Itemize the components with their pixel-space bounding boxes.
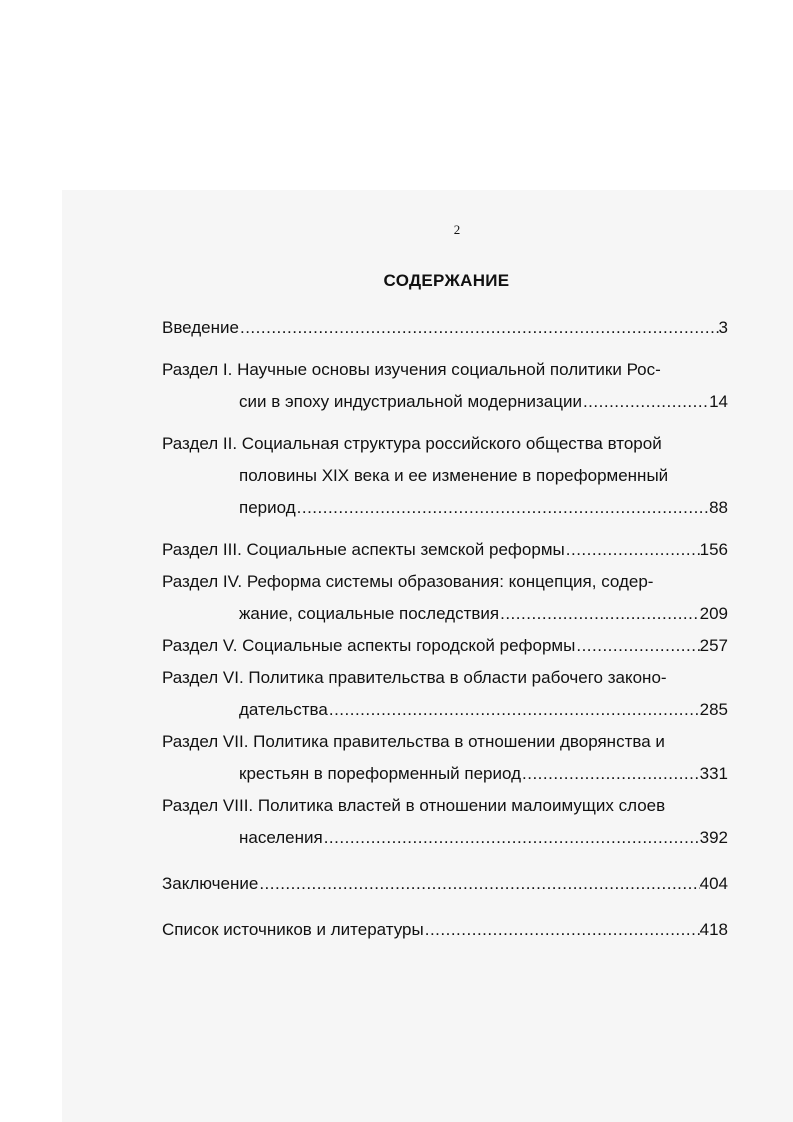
entry-title: Введение	[162, 318, 239, 337]
entry-page: 257	[699, 636, 728, 655]
toc-entry-conclusion	[162, 868, 728, 900]
dot-leader	[258, 868, 699, 900]
entry-title: Раздел VI. Политика правительства в области рабочего законо-	[162, 668, 667, 687]
entry-page: 285	[699, 700, 728, 719]
entry-page: 331	[699, 764, 728, 783]
entry-title: Раздел VIII. Политика властей в отношении малоимущих слоев	[162, 796, 666, 815]
entry-title-continued: крестьян в пореформенный период	[239, 764, 521, 783]
dot-leader	[521, 758, 700, 790]
entry-page: 392	[699, 828, 728, 847]
dot-leader	[565, 534, 700, 566]
dot-leader	[328, 694, 700, 726]
toc-entry-section-5	[162, 630, 728, 662]
dot-leader	[296, 492, 709, 524]
page-number: 2	[453, 222, 461, 237]
dot-leader	[575, 630, 699, 662]
entry-title: Список источников и литературы	[162, 920, 424, 939]
toc-entry-section-7	[162, 726, 728, 790]
toc-entry-introduction	[162, 312, 728, 344]
entry-page: 88	[709, 498, 728, 517]
entry-title-continued: период	[239, 498, 296, 517]
toc-entry-section-4	[162, 566, 728, 630]
entry-title: Раздел IV. Реформа системы образования: концепция, содер-	[162, 572, 654, 591]
entry-title: Раздел VII. Политика правительства в отношении дворянства и	[162, 732, 665, 751]
toc-entry-section-8	[162, 790, 728, 854]
entry-title: Раздел V. Социальные аспекты городской реформы	[162, 636, 576, 655]
entry-title-continued: половины XIX века и ее изменение в пореформенный	[239, 466, 669, 485]
entry-page: 3	[718, 318, 728, 337]
dot-leader	[239, 312, 719, 344]
toc-entry-section-1	[162, 354, 728, 418]
entry-page: 418	[699, 920, 728, 939]
entry-title: Раздел II. Социальная структура российского общества второй	[162, 434, 662, 453]
entry-title: Заключение	[162, 874, 259, 893]
entry-title-continued: сии в эпоху индустриальной модернизации	[239, 392, 582, 411]
entry-page: 209	[699, 604, 728, 623]
toc-entry-section-2	[162, 428, 728, 524]
entry-title-continued: населения	[239, 828, 323, 847]
entry-title-continued: дательства	[239, 700, 328, 719]
entry-page: 404	[699, 874, 728, 893]
entry-page: 156	[699, 540, 728, 559]
table-of-contents	[162, 312, 728, 946]
toc-entry-bibliography	[162, 914, 728, 946]
dot-leader	[582, 386, 709, 418]
dot-leader	[499, 598, 700, 630]
toc-title: СОДЕРЖАНИЕ	[383, 271, 510, 290]
dot-leader	[424, 914, 700, 946]
toc-entry-section-6	[162, 662, 728, 726]
toc-entry-section-3	[162, 534, 728, 566]
dot-leader	[323, 822, 700, 854]
entry-page: 14	[709, 392, 728, 411]
entry-title: Раздел III. Социальные аспекты земской реформы	[162, 540, 565, 559]
entry-title-continued: жание, социальные последствия	[239, 604, 500, 623]
entry-title: Раздел I. Научные основы изучения социальной политики Рос-	[162, 360, 661, 379]
